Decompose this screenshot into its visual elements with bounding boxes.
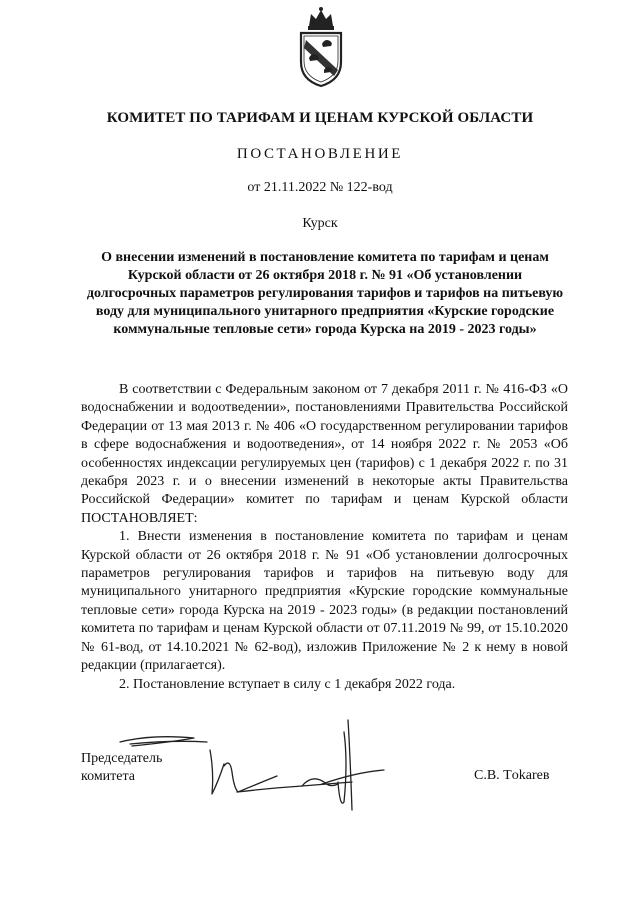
document-city: Курск [302, 216, 338, 231]
item-2-paragraph: 2. Постановление вступает в силу с 1 декабря 2022 года. [119, 676, 456, 692]
signatory-title-line-1: Председатель [81, 751, 163, 766]
item-1-paragraph: 1. Внести изменения в постановление комитета по тарифам и ценам Курской области от 26 октября 2018 г. № 91 «Об установлении долгосрочных параметров регулирования тарифов и тарифов на питьевую воду для муниципального унитарного предприятия «Курские городские коммунальные тепловые сети» города Курска на 2019 - 2023 годы» (в редакции постановлений комитета по тарифам и ценам Курской области от 07.11.2019 № 99, от 15.10.2020 № 61-вод, от 14.10.2021 № 62-вод), изложив Приложение № 2 к нему в новой редакции (прилагается). [81, 529, 568, 674]
coat-of-arms-icon [296, 6, 346, 88]
signatory-title-line-2: комитета [81, 769, 136, 784]
document-body [81, 381, 568, 694]
document-type: ПОСТАНОВЛЕНИЕ [236, 146, 404, 162]
document-subject: О внесении изменений в постановление комитета по тарифам и ценам Курской области от 26 октября 2018 г. № 91 «Об установлении долгосрочных параметров регулирования тарифов и тарифов на питьевую воду для муниципального унитарного предприятия «Курские городские коммунальные тепловые сети» города Курска на 2019 - 2023 годы» [86, 250, 564, 337]
document-date-number: от 21.11.2022 № 122-вод [247, 180, 393, 195]
organization-name: КОМИТЕТ ПО ТАРИФАМ И ЦЕНАМ КУРСКОЙ ОБЛАСТИ [106, 110, 534, 126]
preamble-paragraph: В соответствии с Федеральным законом от 7 декабря 2011 г. № 416-ФЗ «О водоснабжении и водоотведении», постановлениями Правительства Российской Федерации от 13 мая 2013 г. № 406 «О государственном регулировании тарифов в сфере водоснабжения и водоотведения», от 14 ноября 2022 г. № 2053 «Об особенностях индексации регулируемых цен (тарифов) с 1 декабря 2022 г. по 31 декабря 2023 г. и о внесении изменений в некоторые акты Правительства Российской Федерации» комитет по тарифам и ценам Курской области ПОСТАНОВЛЯЕТ: [81, 382, 568, 526]
signatory-name: С.В. Тokarев [474, 768, 550, 783]
signatory-title [81, 750, 162, 786]
